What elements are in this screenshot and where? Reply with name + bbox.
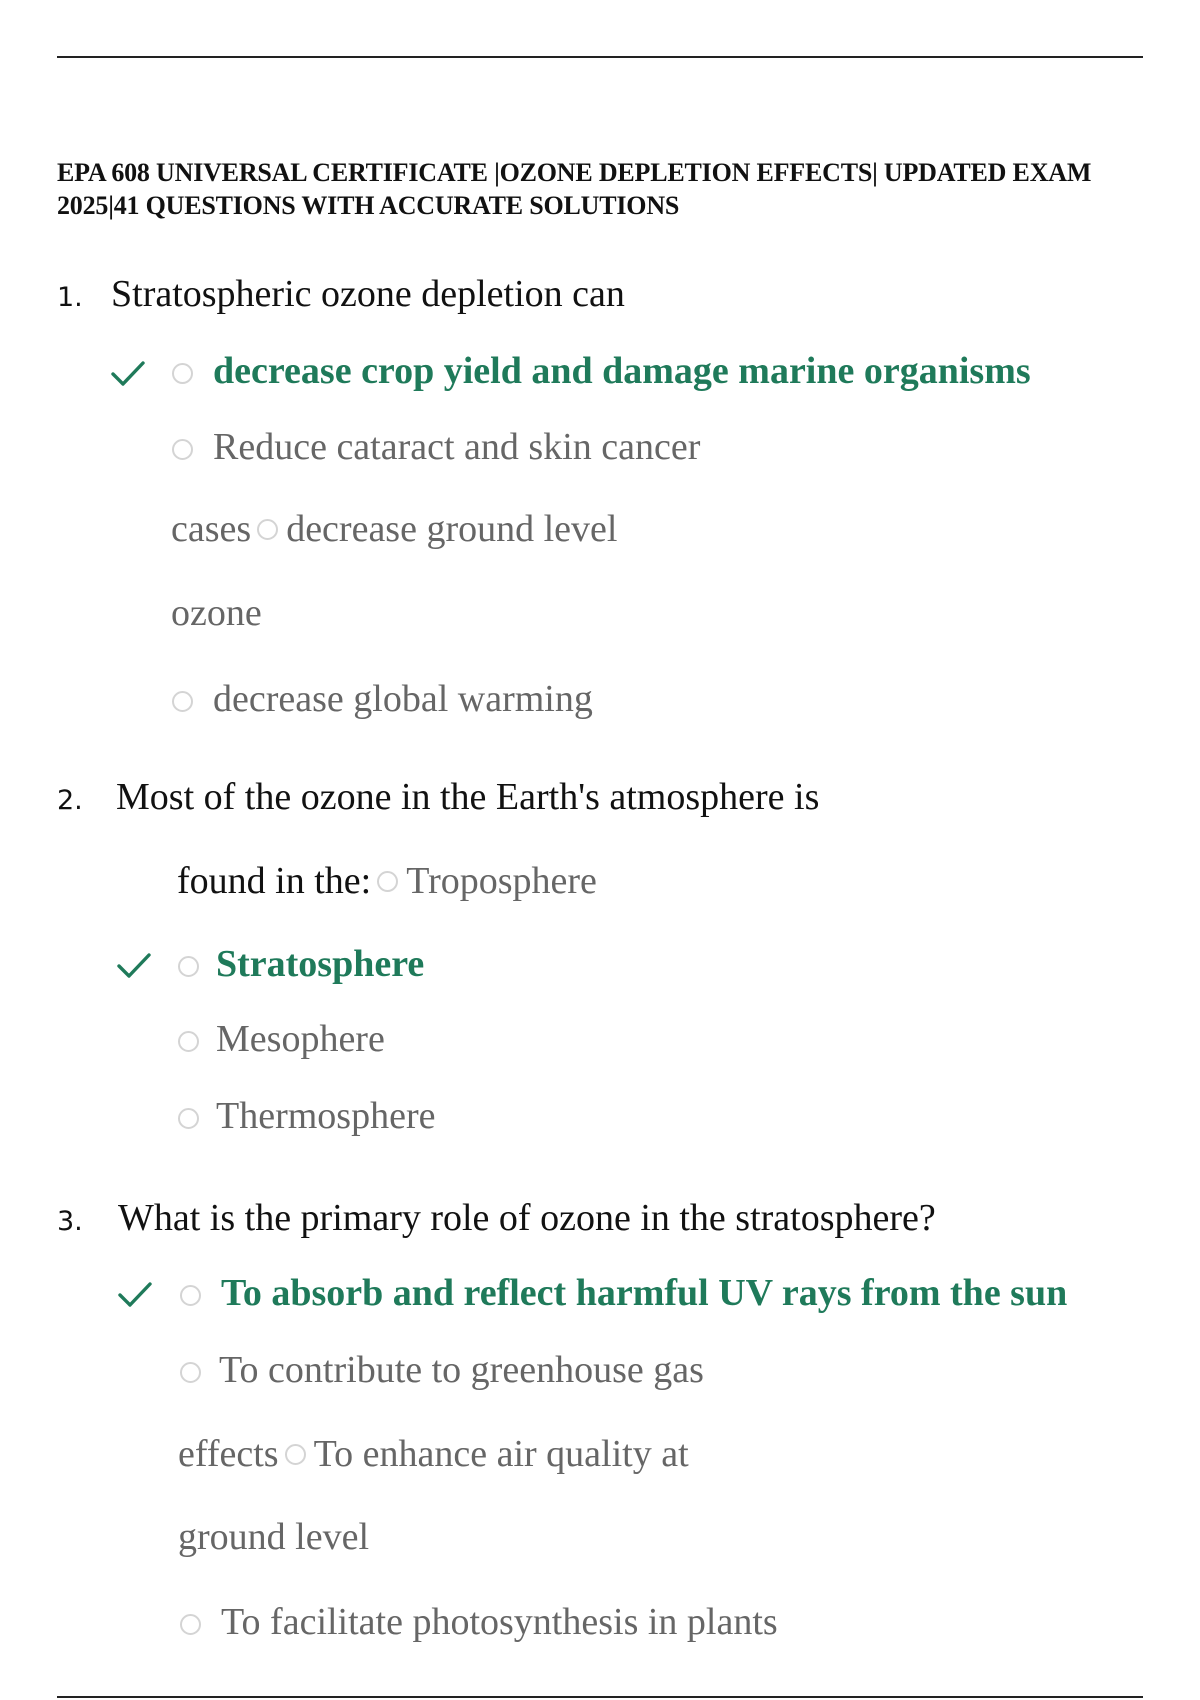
option-text[interactable]: To facilitate photosynthesis in plants	[221, 1601, 778, 1643]
option-line	[171, 507, 617, 551]
radio-icon[interactable]	[257, 519, 278, 540]
option-correct[interactable]: To absorb and reflect harmful UV rays from the sun	[221, 1272, 1068, 1314]
question-text-continued	[177, 859, 597, 903]
radio-icon[interactable]	[172, 439, 193, 460]
radio-icon[interactable]	[178, 1031, 199, 1052]
radio-icon[interactable]	[180, 1362, 201, 1383]
option-text[interactable]: ozone	[171, 592, 262, 634]
option-text[interactable]: effects	[178, 1433, 279, 1475]
check-icon	[116, 951, 152, 981]
option-text[interactable]: decrease ground level	[286, 508, 618, 550]
option-text[interactable]: ground level	[178, 1516, 370, 1558]
bottom-rule	[57, 1696, 1143, 1698]
option-text[interactable]: To enhance air quality at	[313, 1433, 689, 1475]
document-title: EPA 608 UNIVERSAL CERTIFICATE |OZONE DEPLETION EFFECTS| UPDATED EXAM 2025|41 QUESTIONS WITH ACCURATE SOLUTIONS	[57, 158, 1092, 220]
question-text: What is the primary role of ozone in the stratosphere?	[118, 1197, 936, 1239]
question-text: found in the:	[177, 860, 372, 902]
radio-icon[interactable]	[178, 956, 199, 977]
question-number: 3.	[57, 1206, 83, 1237]
question-number: 1.	[57, 282, 83, 313]
question-text: Most of the ozone in the Earth's atmosphere is	[116, 776, 820, 818]
question-text: Stratospheric ozone depletion can	[111, 273, 625, 315]
option-correct[interactable]: Stratosphere	[216, 943, 425, 985]
radio-icon[interactable]	[180, 1614, 201, 1635]
radio-icon[interactable]	[178, 1108, 199, 1129]
check-icon	[117, 1280, 153, 1310]
option-text[interactable]: Mesophere	[216, 1018, 385, 1060]
option-text[interactable]: decrease global warming	[213, 678, 593, 720]
option-line	[178, 1432, 689, 1476]
radio-icon[interactable]	[172, 691, 193, 712]
top-rule	[57, 56, 1143, 58]
option-text[interactable]: Reduce cataract and skin cancer	[213, 426, 701, 468]
option-correct[interactable]: decrease crop yield and damage marine organisms	[213, 350, 1031, 392]
option-text[interactable]: cases	[171, 508, 252, 550]
radio-icon[interactable]	[180, 1285, 201, 1306]
option-text[interactable]: Troposphere	[406, 860, 597, 902]
radio-icon[interactable]	[172, 363, 193, 384]
question-number: 2.	[57, 785, 83, 816]
option-text[interactable]: To contribute to greenhouse gas	[219, 1349, 704, 1391]
radio-icon[interactable]	[285, 1444, 306, 1465]
check-icon	[110, 359, 146, 389]
option-text[interactable]: Thermosphere	[216, 1095, 436, 1137]
radio-icon[interactable]	[377, 871, 398, 892]
